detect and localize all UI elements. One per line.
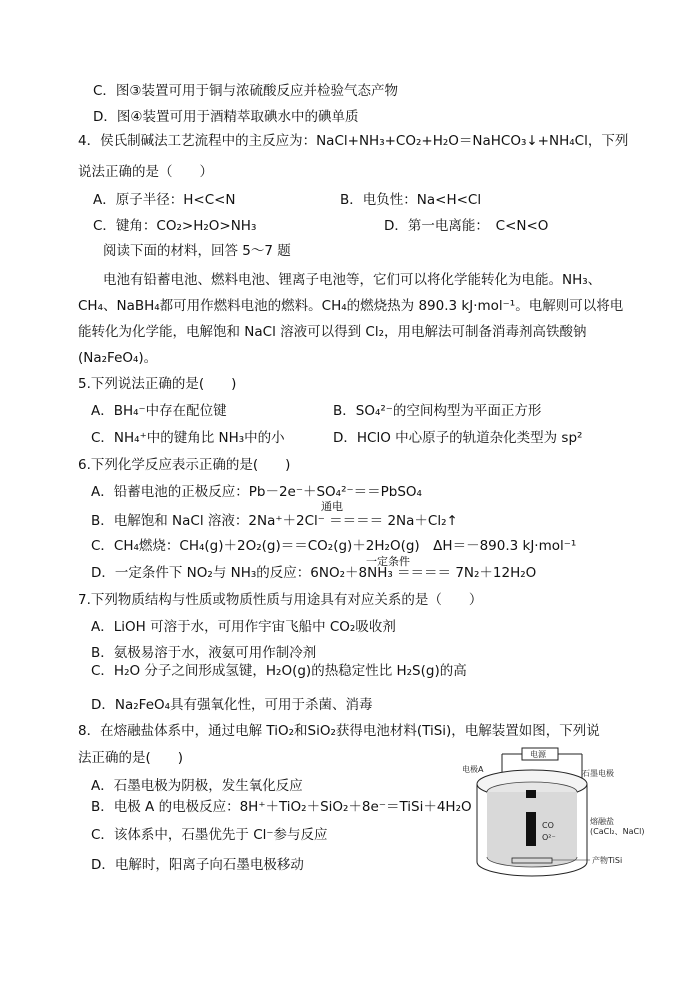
q5-option-d: D．HClO 中心原子的轨道杂化类型为 sp²: [333, 430, 583, 446]
question-4-stem-cont: 说法正确的是（ ）: [78, 164, 213, 180]
q8-option-b: B．电极 A 的电极反应：8H⁺＋TiO₂＋SiO₂＋8e⁻＝TiSi＋4H₂O: [91, 799, 472, 815]
material-line-4: (Na₂FeO₄)。: [78, 350, 158, 366]
molten-salt-composition: (CaCl₂、NaCl): [590, 827, 645, 836]
option-d-prev: D．图④装置可用于酒精萃取碘水中的碘单质: [93, 109, 359, 125]
q5-option-c: C．NH₄⁺中的键角比 NH₃中的小: [91, 430, 285, 446]
q7-option-b: B．氨极易溶于水，液氨可用作制冷剂: [91, 645, 317, 661]
graphite-label: 石墨电极: [582, 769, 614, 778]
q8-option-c: C．该体系中，石墨优先于 Cl⁻参与反应: [91, 827, 328, 843]
q5-option-a: A．BH₄⁻中存在配位键: [91, 403, 227, 419]
reading-intro: 阅读下面的材料，回答 5～7 题: [103, 243, 291, 259]
q8-option-a: A．石墨电极为阴极，发生氧化反应: [91, 778, 303, 794]
q6-option-c: C．CH₄燃烧：CH₄(g)＋2O₂(g)＝＝CO₂(g)＋2H₂O(g) ΔH＝－890.3 kJ·mol⁻¹: [91, 538, 577, 554]
graphite-electrode: [526, 812, 536, 846]
co-label: CO: [542, 821, 554, 830]
question-6-stem: 6.下列化学反应表示正确的是( ): [78, 457, 291, 473]
material-line-2: CH₄、NaBH₄都可用作燃料电池的燃料。CH₄的燃烧热为 890.3 kJ·mol⁻¹。电解则可以将电: [78, 298, 624, 314]
q6-b-condition: 通电: [321, 500, 343, 513]
q6-option-a: A．铅蓄电池的正极反应：Pb－2e⁻＋SO₄²⁻＝＝PbSO₄: [91, 484, 422, 500]
q8-option-d: D．电解时，阳离子向石墨电极移动: [91, 857, 304, 873]
q4-option-c: C．键角：CO₂>H₂O>NH₃: [93, 218, 257, 234]
question-5-stem: 5.下列说法正确的是( ): [78, 376, 237, 392]
electrolysis-diagram: [462, 742, 662, 882]
power-label: 电源: [530, 750, 546, 759]
q6-option-b: B．电解饱和 NaCl 溶液：2Na⁺＋2Cl⁻ ＝＝＝＝ 2Na＋Cl₂↑: [91, 513, 458, 529]
graphite-electrode-top: [526, 790, 536, 798]
material-line-3: 能转化为化学能，电解饱和 NaCl 溶液可以得到 Cl₂，用电解法可制备消毒剂高铁酸钠: [78, 324, 587, 340]
q6-option-d: D．一定条件下 NO₂与 NH₃的反应：6NO₂＋8NH₃ ＝＝＝＝ 7N₂＋12H₂O: [91, 565, 537, 581]
q4-option-d: D．第一电离能： C<N<O: [384, 218, 549, 234]
q7-option-a: A．LiOH 可溶于水，可用作宇宙飞船中 CO₂吸收剂: [91, 619, 396, 635]
question-4-stem: 4．侯氏制碱法工艺流程中的主反应为：NaCl+NH₃+CO₂+H₂O＝NaHCO₃↓+NH₄Cl，下列: [78, 133, 629, 149]
question-8-stem-cont: 法正确的是( ): [78, 750, 184, 766]
oxide-ion-label: O²⁻: [542, 833, 556, 842]
q5-option-b: B．SO₄²⁻的空间构型为平面正方形: [333, 403, 542, 419]
question-7-stem: 7.下列物质结构与性质或物质性质与用途具有对应关系的是（ ）: [78, 592, 483, 608]
electrode-a-label: 电极A: [462, 765, 484, 774]
material-line-1: 电池有铅蓄电池、燃料电池、锂离子电池等，它们可以将化学能转化为电能。NH₃、: [103, 272, 602, 288]
q4-option-b: B．电负性：Na<H<Cl: [340, 192, 482, 208]
q7-option-c: C．H₂O 分子之间形成氢键，H₂O(g)的热稳定性比 H₂S(g)的高: [91, 663, 467, 679]
product-label: 产物TiSi: [592, 856, 623, 865]
option-c-prev: C．图③装置可用于铜与浓硫酸反应并检验气态产物: [93, 83, 399, 99]
question-8-stem: 8．在熔融盐体系中，通过电解 TiO₂和SiO₂获得电池材料(TiSi)，电解装置如图，下列说: [78, 723, 600, 739]
q6-d-condition: 一定条件: [366, 555, 410, 568]
q7-option-d: D．Na₂FeO₄具有强氧化性，可用于杀菌、消毒: [91, 697, 373, 713]
molten-salt-label: 熔融盐: [590, 817, 614, 826]
q4-option-a: A．原子半径：H<C<N: [93, 192, 236, 208]
